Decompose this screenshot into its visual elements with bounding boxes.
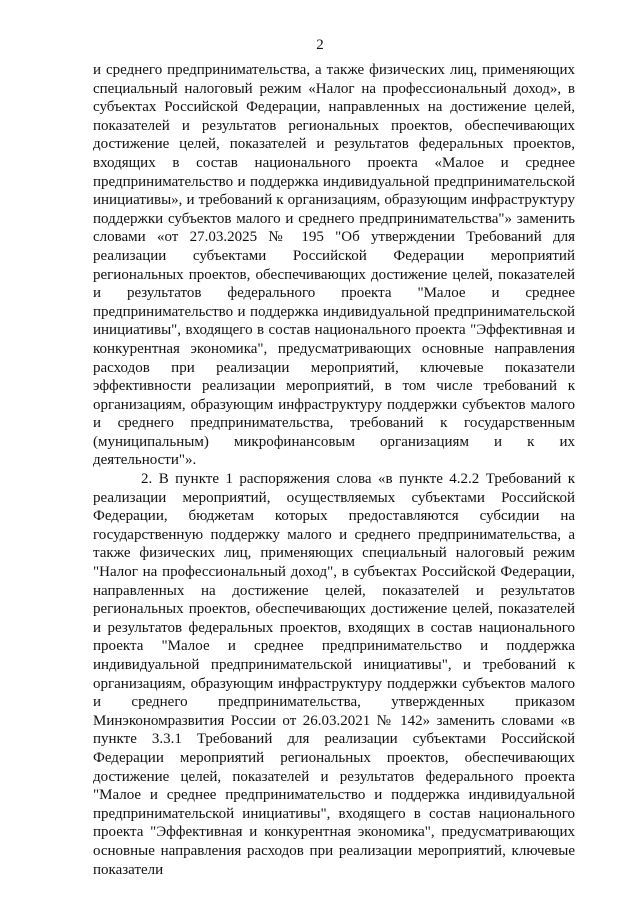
paragraph-2: 2. В пункте 1 распоряжения слова «в пункте 4.2.2 Требований к реализации мероприятий, осуществляемых субъектами Российской Федерации, бюджетам которых предоставляются субсидии на государственную поддержку малого и среднего предпринимательства, а также физических лиц, применяющих специальный налоговый режим "Налог на профессиональный доход", в субъектах Российской Федерации, направленных на достижение целей, показателей и результатов региональных проектов, обеспечивающих достижение целей, показателей и результатов федеральных проектов, входящих в состав национального проекта "Малое и среднее предпринимательство и поддержка индивидуальной предпринимательской инициативы", и требований к организациям, образующим инфраструктуру поддержки субъектов малого и среднего предпринимательства, утвержденных приказом Минэкономразвития России от 26.03.2021 № 142» заменить словами «в пункте 3.3.1 Требований для реализации субъектами Российской Федерации мероприятий региональных проектов, обеспечивающих достижение целей, показателей и результатов федерального проекта "Малое и среднее предпринимательство и поддержка индивидуальной предпринимательской инициативы", входящего в состав национального проекта "Эффективная и конкурентная экономика", предусматривающих основные направления расходов при реализации мероприятий, ключевые показатели (93, 471, 575, 878)
paragraph-1: и среднего предпринимательства, а также физических лиц, применяющих специальный налоговый режим «Налог на профессиональный доход», в субъектах Российской Федерации, направленных на достижение целей, показателей и результатов региональных проектов, обеспечивающих достижение целей, показателей и результатов федеральных проектов, входящих в состав национального проекта «Малое и среднее предпринимательство и поддержка индивидуальной предпринимательской инициативы», и требований к организациям, образующим инфраструктуру поддержки субъектов малого и среднего предпринимательства"» заменить словами «от 27.03.2025 № 195 "Об утверждении Требований для реализации субъектами Российской Федерации мероприятий региональных проектов, обеспечивающих достижение целей, показателей и результатов федерального проекта "Малое и среднее предпринимательство и поддержка индивидуальной предпринимательской инициативы", входящего в состав национального проекта "Эффективная и конкурентная экономика", предусматривающих основные направления расходов при реализации мероприятий, ключевые показатели эффективности реализации мероприятий, в том числе требований к организациям, образующим инфраструктуру поддержки субъектов малого и среднего предпринимательства, требований к государственным (муниципальным) микрофинансовым организациям и к их деятельности"». (93, 62, 575, 469)
page-number: 2 (316, 37, 324, 53)
document-body (93, 61, 575, 879)
